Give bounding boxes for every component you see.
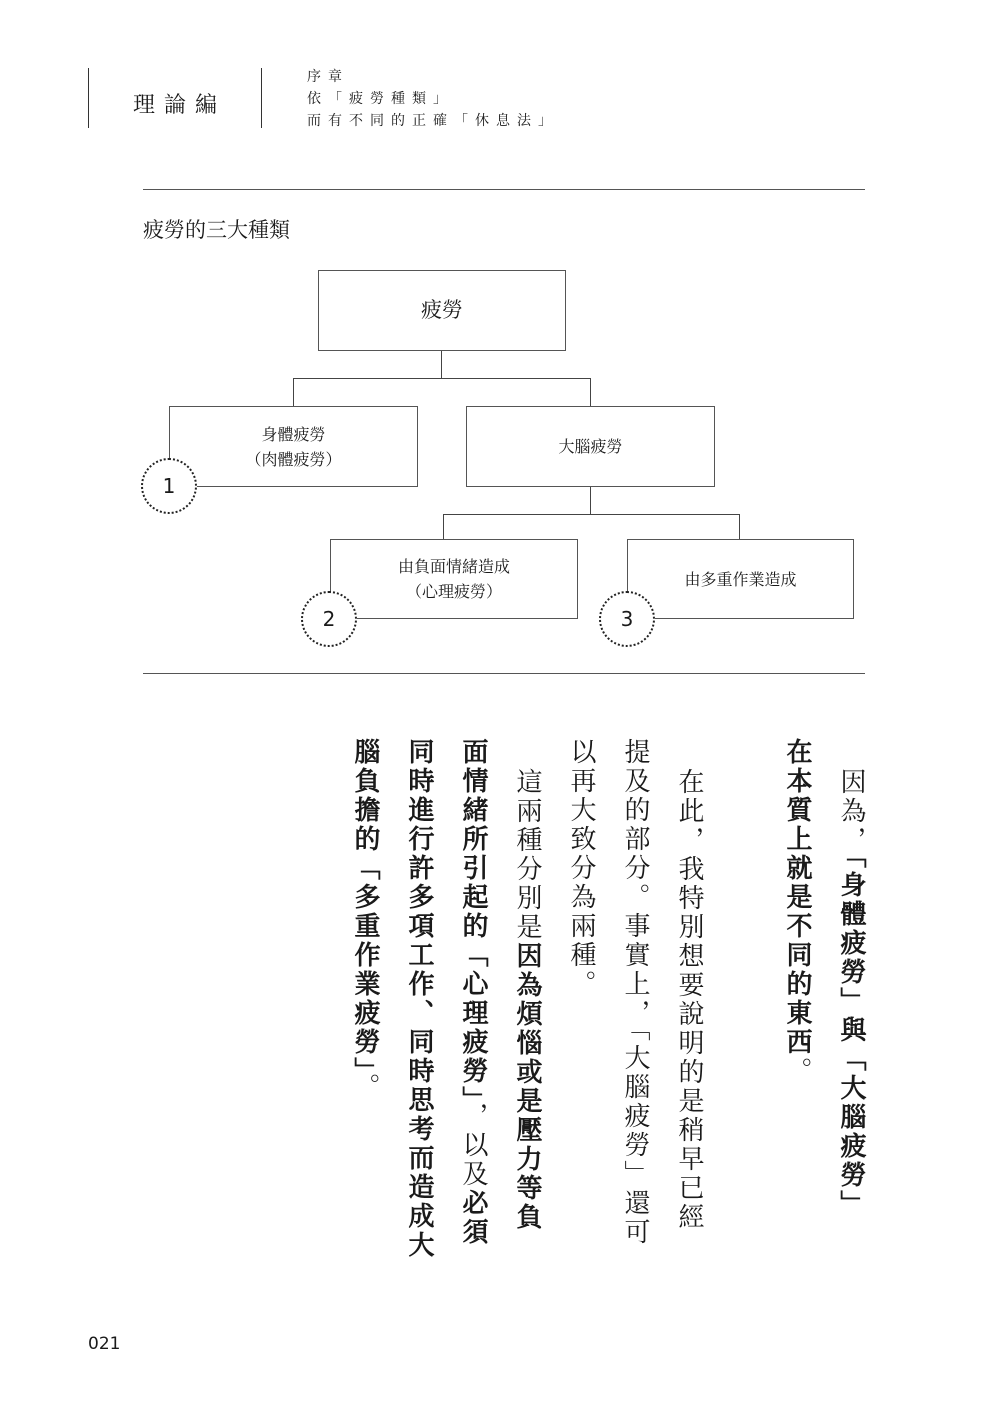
multitask-fatigue-box <box>627 539 854 619</box>
connector <box>293 378 294 406</box>
chapter-line-3: 而有不同的正確「休息法」 <box>307 113 559 129</box>
text-column-4: 提及的部分。事實上，「大腦疲勞」還可 <box>620 738 650 1247</box>
fatigue-root-box <box>318 270 566 351</box>
multitask-fatigue-label: 由多重作業造成 <box>684 569 797 589</box>
chapter-line-1: 序章 <box>307 69 349 85</box>
connector <box>441 350 442 378</box>
connector <box>590 486 591 514</box>
brain-fatigue-label: 大腦疲勞 <box>558 437 623 456</box>
connector <box>739 514 740 540</box>
fatigue-root-label: 疲勞 <box>421 298 463 322</box>
connector <box>590 378 591 406</box>
text-column-2: 在本質上就是不同的東西。 <box>782 738 812 1086</box>
connector <box>293 378 591 379</box>
connector <box>443 514 740 515</box>
badge-2: 2 <box>301 591 357 647</box>
text-column-6: 這兩種分別是因為煩惱或是壓力等負 <box>512 768 542 1232</box>
section-label: 理論編 <box>133 93 227 118</box>
emotional-fatigue-label: 由負面情緒造成 <box>397 557 510 576</box>
badge-3: 3 <box>599 591 655 647</box>
diagram-title: 疲勞的三大種類 <box>143 218 290 242</box>
emotional-fatigue-sublabel: （心理疲勞） <box>405 582 502 601</box>
text-column-8: 同時進行許多項工作、同時思考而造成大 <box>404 738 434 1260</box>
body-fatigue-sublabel: （肉體疲勞） <box>245 449 342 469</box>
connector <box>443 514 444 540</box>
text-column-9: 腦負擔的「多重作業疲勞」。 <box>350 738 380 1102</box>
emotional-fatigue-box <box>330 539 578 619</box>
diagram-top-rule <box>143 189 865 190</box>
header-left-rule <box>88 68 89 128</box>
text-column-5: 以再大致分為兩種。 <box>566 738 596 999</box>
brain-fatigue-box <box>466 406 715 487</box>
text-column-7: 面情緒所引起的「心理疲勞」，以及必須 <box>458 738 488 1247</box>
header-divider <box>261 68 262 128</box>
chapter-line-2: 依「疲勞種類」 <box>307 91 454 107</box>
text-column-1: 因為，「身體疲勞」與「大腦疲勞」 <box>836 768 866 1219</box>
page-number: 021 <box>88 1334 121 1354</box>
diagram-bottom-rule <box>143 673 865 674</box>
badge-1: 1 <box>141 458 197 514</box>
body-fatigue-label: 身體疲勞 <box>261 424 326 444</box>
text-column-3: 在此，我特別想要說明的是稍早已經 <box>674 768 704 1232</box>
body-fatigue-box <box>169 406 418 487</box>
